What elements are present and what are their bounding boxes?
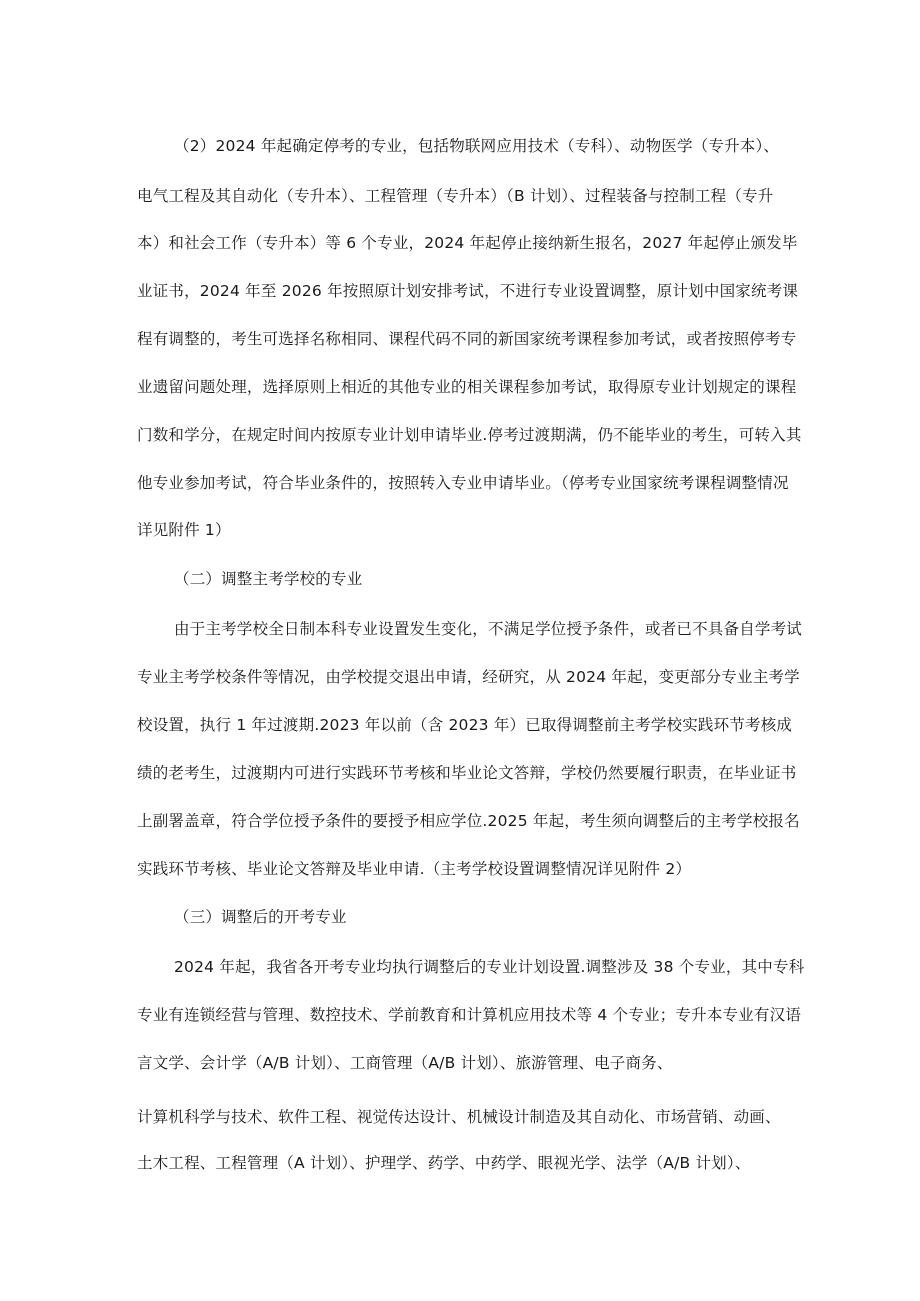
- paragraph-line: 本）和社会工作（专升本）等 6 个专业，2024 年起停止接纳新生报名，2027 年起停止颁发毕: [137, 234, 798, 252]
- paragraph-line: 校设置，执行 1 年过渡期.2023 年以前（含 2023 年）已取得调整前主考学校实践环节考核成: [137, 716, 793, 734]
- paragraph-line: 绩的老考生，过渡期内可进行实践环节考核和毕业论文答辩，学校仍然要履行职责，在毕业证书: [137, 764, 797, 782]
- paragraph-line: 上副署盖章，符合学位授予条件的要授予相应学位.2025 年起，考生须向调整后的主考学校报名: [137, 812, 800, 830]
- paragraph-line: 业证书，2024 年至 2026 年按照原计划安排考试，不进行专业设置调整，原计划中国家统考课: [137, 282, 799, 300]
- paragraph-line: 门数和学分，在规定时间内按原专业计划申请毕业.停考过渡期满，仍不能毕业的考生，可转入其: [137, 426, 802, 444]
- paragraph-line: 他专业参加考试，符合毕业条件的，按照转入专业申请毕业。（停考专业国家统考课程调整情况: [137, 474, 789, 492]
- paragraph-line: 电气工程及其自动化（专升本）、工程管理（专升本）（B 计划）、过程装备与控制工程（专升: [137, 187, 774, 205]
- paragraph-line: 专业有连锁经营与管理、数控技术、学前教育和计算机应用技术等 4 个专业；专升本专业有汉语: [137, 1006, 802, 1024]
- paragraph-line: （2）2024 年起确定停考的专业，包括物联网应用技术（专科）、动物医学（专升本）、: [174, 137, 780, 155]
- paragraph-line: 专业主考学校条件等情况，由学校提交退出申请，经研究，从 2024 年起，变更部分专业主考学: [137, 668, 800, 686]
- paragraph-line: 计算机科学与技术、软件工程、视觉传达设计、机械设计制造及其自动化、市场营销、动画、: [137, 1108, 781, 1126]
- paragraph-line: 2024 年起，我省各开考专业均执行调整后的专业计划设置.调整涉及 38 个专业，其中专科: [174, 958, 805, 976]
- paragraph-line: 详见附件 1）: [137, 521, 231, 539]
- paragraph-line: 业遗留问题处理，选择原则上相近的其他专业的相关课程参加考试，取得原专业计划规定的课程: [137, 378, 797, 396]
- paragraph-line: 土木工程、工程管理（A 计划）、护理学、药学、中药学、眼视光学、法学（A/B 计划）、: [137, 1154, 751, 1172]
- section-heading: （二）调整主考学校的专业: [174, 570, 363, 588]
- paragraph-line: 程有调整的，考生可选择名称相同、课程代码不同的新国家统考课程参加考试，或者按照停考专: [137, 330, 797, 348]
- paragraph-line: 言文学、会计学（A/B 计划）、工商管理（A/B 计划）、旅游管理、电子商务、: [137, 1054, 673, 1072]
- section-heading: （三）调整后的开考专业: [174, 908, 347, 926]
- paragraph-line: 实践环节考核、毕业论文答辩及毕业申请.（主考学校设置调整情况详见附件 2）: [137, 860, 692, 878]
- paragraph-line: 由于主考学校全日制本科专业设置发生变化，不满足学位授予条件，或者已不具备自学考试: [174, 620, 803, 638]
